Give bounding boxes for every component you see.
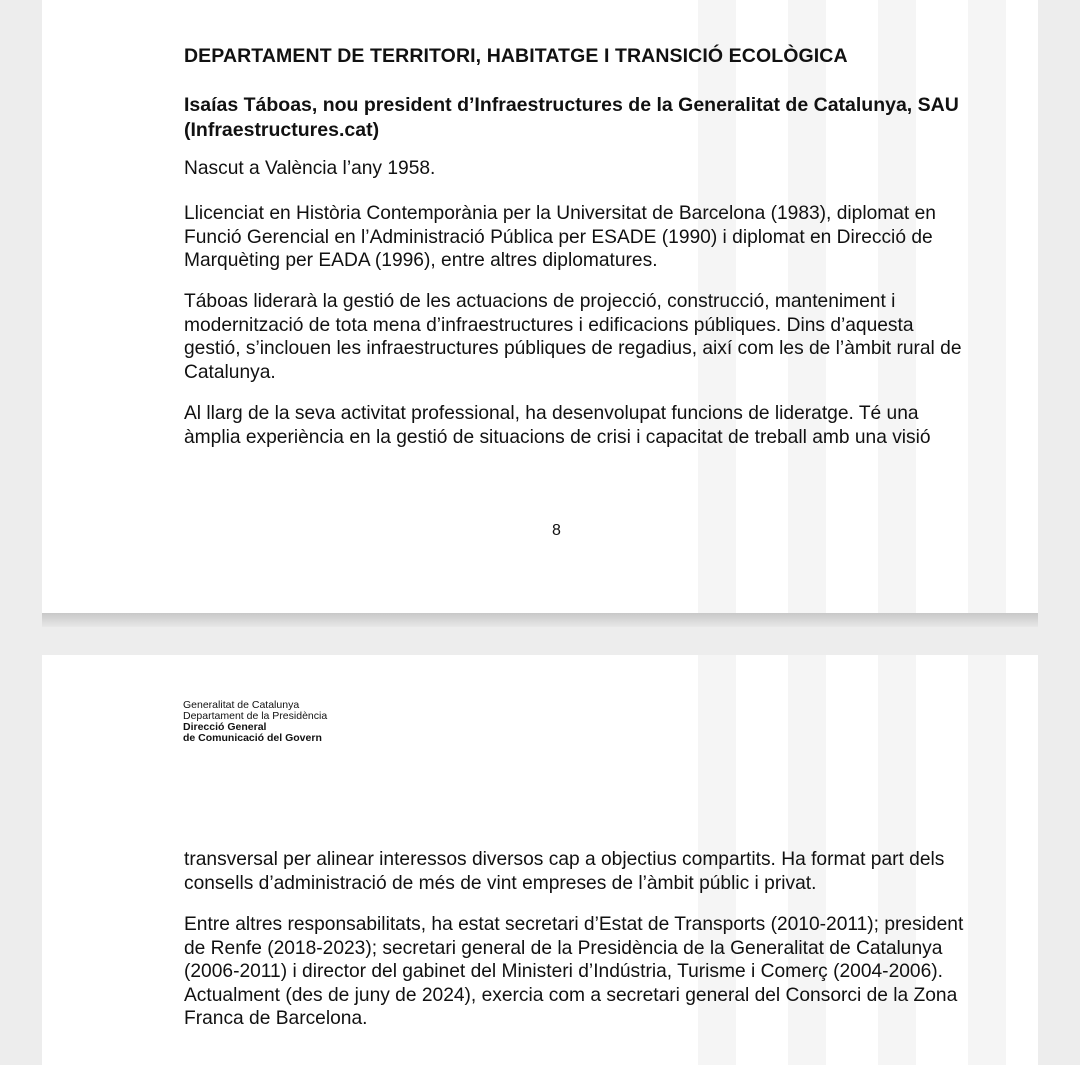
birth-paragraph: Nascut a València l’any 1958.: [184, 158, 436, 179]
department-heading: DEPARTAMENT DE TERRITORI, HABITATGE I TRANSICIÓ ECOLÒGICA: [184, 45, 848, 67]
document-page-8: [42, 0, 1038, 613]
document-page-9: [42, 655, 1038, 1065]
page-number: 8: [552, 522, 561, 539]
career-paragraph-start: Al llarg de la seva activitat professional, ha desenvolupat funcions de lideratge. Té una àmplia experiència en la gestió de situacions de crisi i capacitat de treball amb una visió: [184, 403, 931, 448]
government-logo-text: [183, 700, 327, 744]
appointment-headline: Isaías Táboas, nou president d’Infraestructures de la Generalitat de Catalunya, SAU (Infraestructures.cat): [184, 94, 959, 141]
logo-line-communication: de Comunicació del Govern: [183, 732, 322, 744]
logo-line-generalitat: Generalitat de Catalunya: [183, 699, 300, 711]
logo-line-direction: Direcció General: [183, 721, 267, 733]
logo-line-department: Departament de la Presidència: [183, 710, 328, 722]
positions-paragraph: Entre altres responsabilitats, ha estat secretari d’Estat de Transports (2010-2011); president de Renfe (2018-2023); secretari general de la Presidència de la Generalitat de Catalunya (2006-2011) i director del gabinet del Ministeri d’Indústria, Turisme i Comerç (2004-2006). Actualment (des de juny de 2024), exercia com a secretari general del Consorci de la Zona Franca de Barcelona.: [184, 914, 964, 1029]
role-paragraph: Táboas liderarà la gestió de les actuacions de projecció, construcció, manteniment i modernització de tota mena d’infraestructures i edificacions públiques. Dins d’aquesta gestió, s’inclouen les infraestructures públiques de regadius, així com les de l’àmbit rural de Catalunya.: [184, 291, 962, 383]
page-separator: [42, 613, 1038, 627]
career-paragraph-continued: transversal per alinear interessos diversos cap a objectius compartits. Ha format part dels consells d’administració de més de vint empreses de l’àmbit públic i privat.: [184, 849, 945, 894]
education-paragraph: Llicenciat en Història Contemporània per la Universitat de Barcelona (1983), diplomat en Funció Gerencial en l’Administració Pública per ESADE (1990) i diplomat en Direcció de Marquèting per EADA (1996), entre altres diplomatures.: [184, 203, 936, 271]
